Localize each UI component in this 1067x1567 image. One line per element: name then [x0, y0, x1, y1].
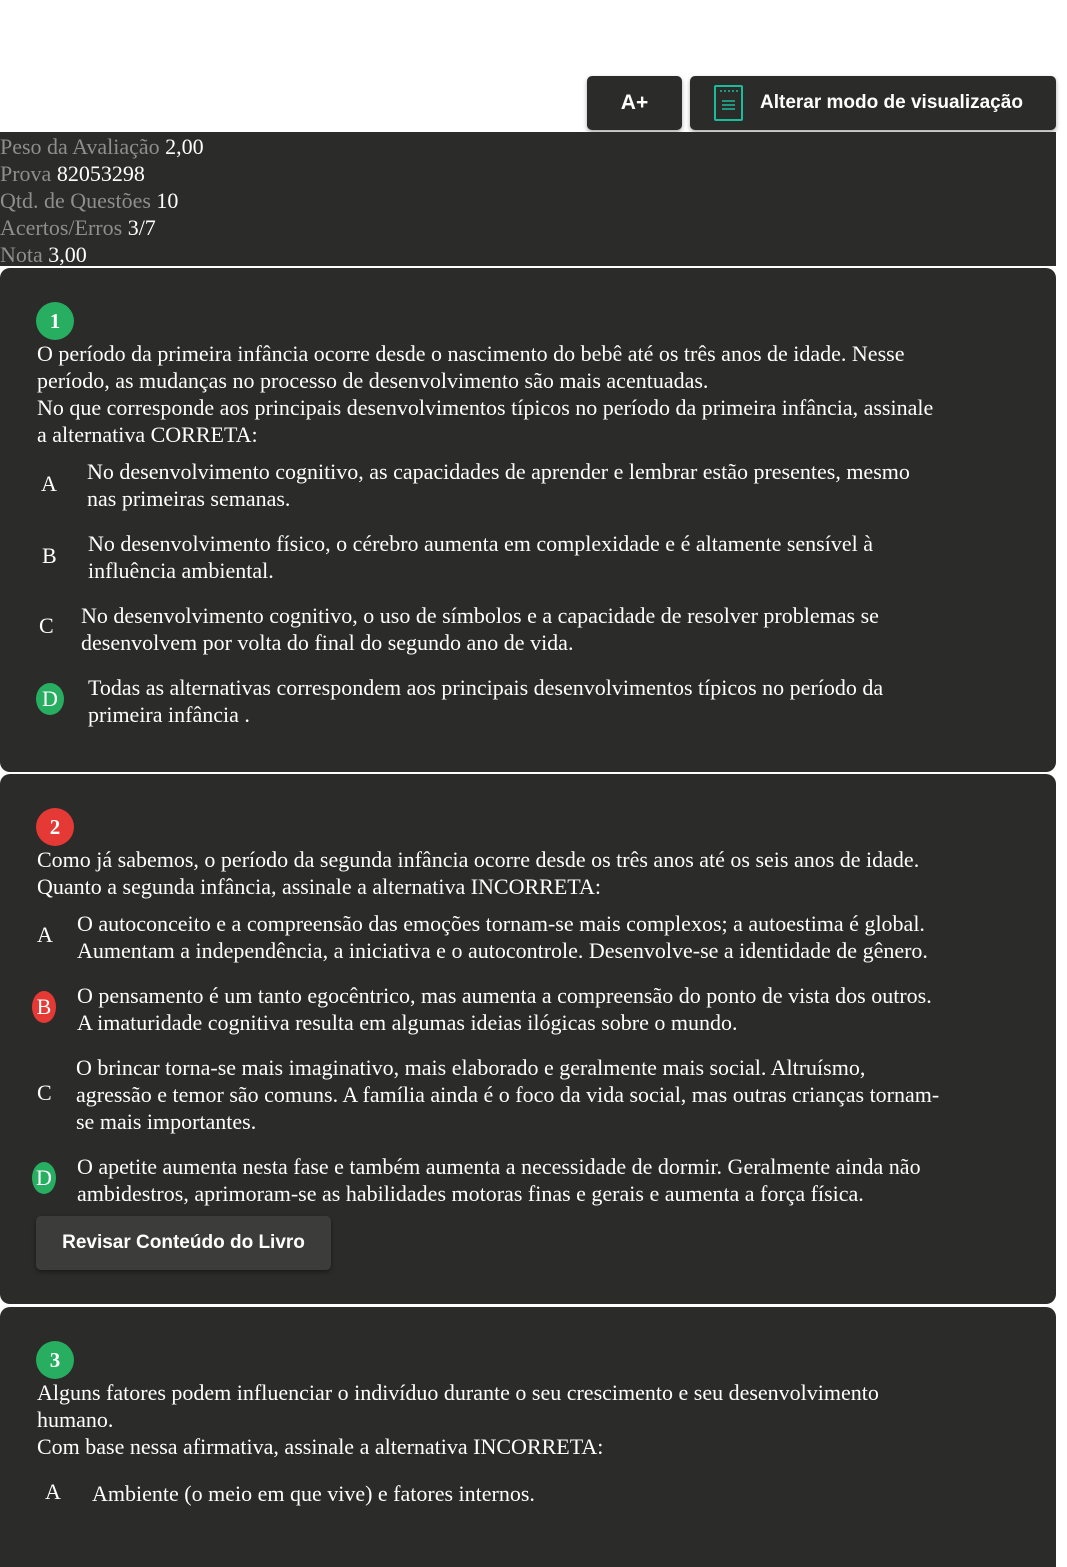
alternative-letter: C [37, 1080, 52, 1105]
alternative-text: Ambiente (o meio em que vive) e fatores internos. [92, 1481, 535, 1506]
alternative-text: O pensamento é um tanto egocêntrico, mas aumenta a compreensão do ponto de vista dos outros. A imaturidade cognitiva resulta em algumas ideias ilógicas sobre o mundo. [77, 983, 932, 1035]
font-size-increase-button[interactable]: A+ [587, 76, 682, 130]
summary-question-count: Qtd. de Questões 10 [0, 188, 179, 213]
exam-summary [0, 132, 1056, 266]
alternative-letter: A [41, 471, 57, 496]
alternative-letter: A [45, 1479, 61, 1504]
summary-grade: Nota 3,00 [0, 242, 87, 267]
alternative-text: No desenvolvimento cognitivo, as capacidades de aprender e lembrar estão presentes, mesmo nas primeiras semanas. [87, 459, 910, 511]
summary-exam-id: Prova 82053298 [0, 161, 145, 186]
alternative-letter: B [42, 543, 57, 568]
alternative-text: No desenvolvimento cognitivo, o uso de símbolos e a capacidade de resolver problemas se desenvolvem por volta do final do segundo ano de vida. [81, 603, 879, 655]
question-number-badge: 2 [36, 808, 74, 846]
summary-hits-misses: Acertos/Erros 3/7 [0, 215, 156, 240]
question-text: Como já sabemos, o período da segunda infância ocorre desde os três anos até os seis anos de idade. Quanto a segunda infância, assinale a alternativa INCORRETA: [37, 847, 920, 899]
question-text: O período da primeira infância ocorre desde o nascimento do bebê até os três anos de idade. Nesse período, as mudanças no processo de desenvolvimento são mais acentuadas. No que corresponde aos principais desenvolvimentos típicos no período da primeira infância, assinale a alternativa CORRETA: [37, 341, 934, 447]
alternative-letter-correct-badge: D [32, 1162, 56, 1194]
alternative-letter: A [37, 922, 53, 947]
question-number-badge: 1 [36, 302, 74, 340]
question-card-3 [0, 1307, 1056, 1567]
question-card-2 [0, 774, 1056, 1304]
summary-weight: Peso da Avaliação 2,00 [0, 134, 204, 159]
alternative-text: No desenvolvimento físico, o cérebro aumenta em complexidade e é altamente sensível à influência ambiental. [88, 531, 873, 583]
alternative-text: O autoconceito e a compreensão das emoções tornam-se mais complexos; a autoestima é global. Aumentam a independência, a iniciativa e o autocontrole. Desenvolve-se a identidade de gênero. [77, 911, 928, 963]
alternative-text: O apetite aumenta nesta fase e também aumenta a necessidade de dormir. Geralmente ainda não ambidestros, aprimoram-se as habilidades motoras finas e gerais e aumenta a força física. [77, 1154, 921, 1206]
alternative-text: Todas as alternativas correspondem aos principais desenvolvimentos típicos no período da primeira infância . [88, 675, 884, 727]
question-text: Alguns fatores podem influenciar o indivíduo durante o seu crescimento e seu desenvolvimento humano. Com base nessa afirmativa, assinale a alternativa INCORRETA: [37, 1380, 879, 1459]
alternative-letter: C [39, 613, 54, 638]
change-view-mode-label: Alterar modo de visualização [760, 92, 1023, 113]
change-view-mode-button[interactable] [690, 76, 1056, 130]
alternative-letter-wrong-badge: B [32, 991, 56, 1023]
review-book-content-button[interactable]: Revisar Conteúdo do Livro [36, 1216, 331, 1270]
question-card-1 [0, 268, 1056, 772]
document-list-icon [714, 85, 743, 121]
alternative-letter-correct-badge: D [36, 683, 64, 715]
alternative-text: O brincar torna-se mais imaginativo, mais elaborado e geralmente mais social. Altruísmo, agressão e temor são comuns. A família ainda é o foco da vida social, mas outras crianças tornam- se mais importantes. [76, 1055, 940, 1134]
question-number-badge: 3 [36, 1341, 74, 1379]
